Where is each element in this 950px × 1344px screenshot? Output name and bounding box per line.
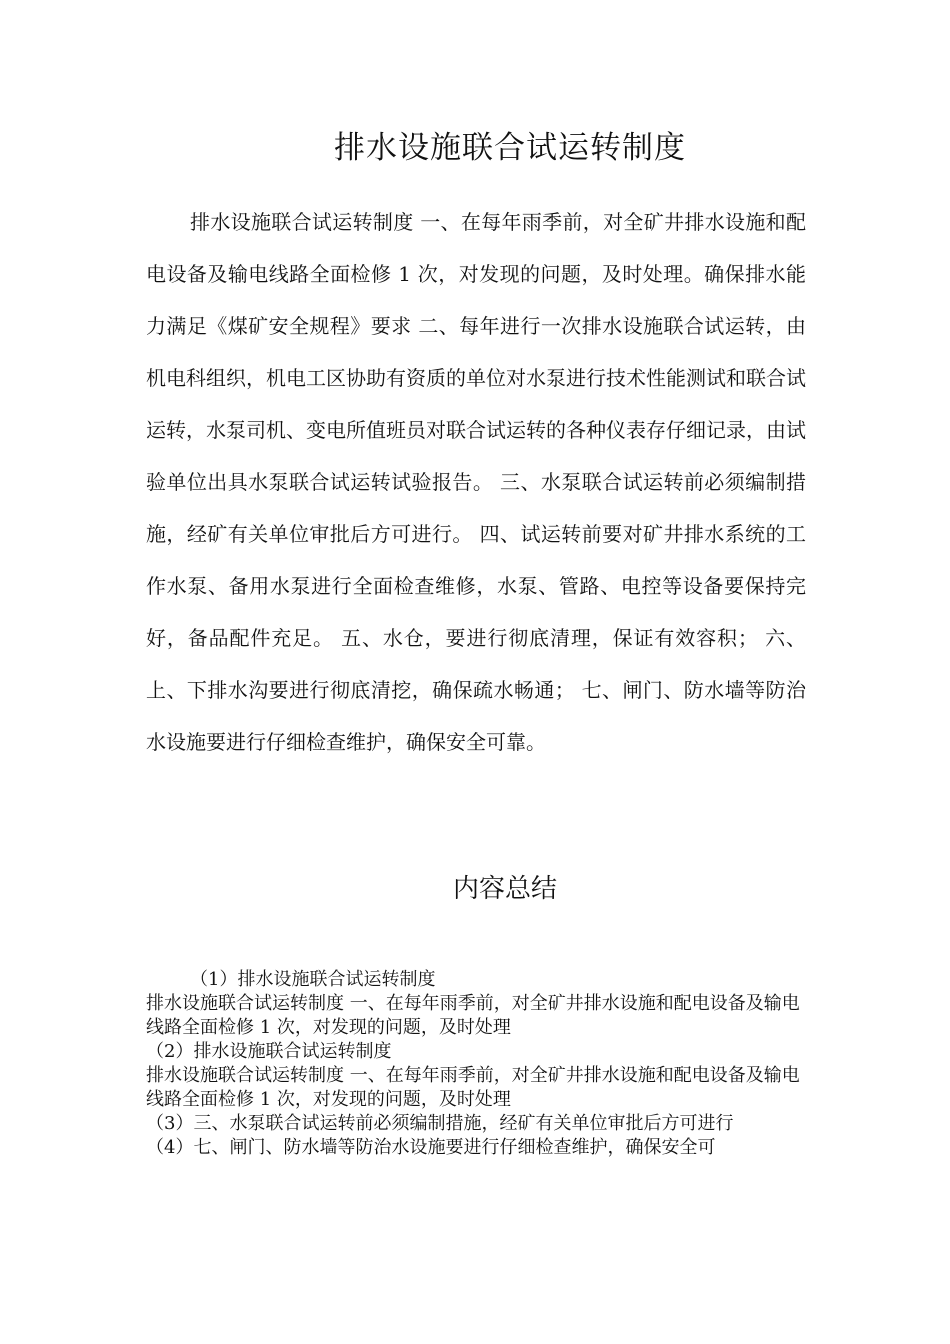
summary-item-2-text: 排水设施联合试运转制度 一、在每年雨季前，对全矿井排水设施和配电设备及输电线路全面检修 1 次，对发现的问题，及时处理 [146, 1065, 800, 1110]
document-title: 排水设施联合试运转制度 [334, 130, 686, 166]
document-body: 排水设施联合试运转制度 一、在每年雨季前，对全矿井排水设施和配电设备及输电线路全面检修 1 次，对发现的问题，及时处理。确保排水能力满足《煤矿安全规程》要求 二、每年进行一次排水设施联合试运转，由机电科组织，机电工区协助有资质的单位对水泵进行技术性能测试和联合试运转，水泵司机、变电所值班员对联合试运转的各种仪表存仔细记录，由试验单位出具水泵联合试运转试验报告。 三、水泵联合试运转前必须编制措施，经矿有关单位审批后方可进行。 四、试运转前要对矿井排水系统的工作水泵、备用水泵进行全面检查维修，水泵、管路、电控等设备要保持完好，备品配件充足。 五、水仓，要进行彻底清理，保证有效容积； 六、上、下排水沟要进行彻底清挖，确保疏水畅通； 七、闸门、防水墙等防治水设施要进行仔细检查维护，确保安全可靠。 [146, 210, 806, 754]
summary-item-3: （3）三、水泵联合试运转前必须编制措施，经矿有关单位审批后方可进行 [146, 1113, 734, 1134]
summary-item-1-text: 排水设施联合试运转制度 一、在每年雨季前，对全矿井排水设施和配电设备及输电线路全面检修 1 次，对发现的问题，及时处理 [146, 993, 800, 1038]
summary-title: 内容总结 [452, 874, 557, 904]
summary-item-2-heading: （2）排水设施联合试运转制度 [146, 1041, 392, 1062]
summary-item-4: （4）七、闸门、防水墙等防治水设施要进行仔细检查维护，确保安全可 [146, 1137, 716, 1158]
summary-item-1-heading: （1）排水设施联合试运转制度 [190, 969, 436, 990]
summary-list [146, 968, 806, 1160]
